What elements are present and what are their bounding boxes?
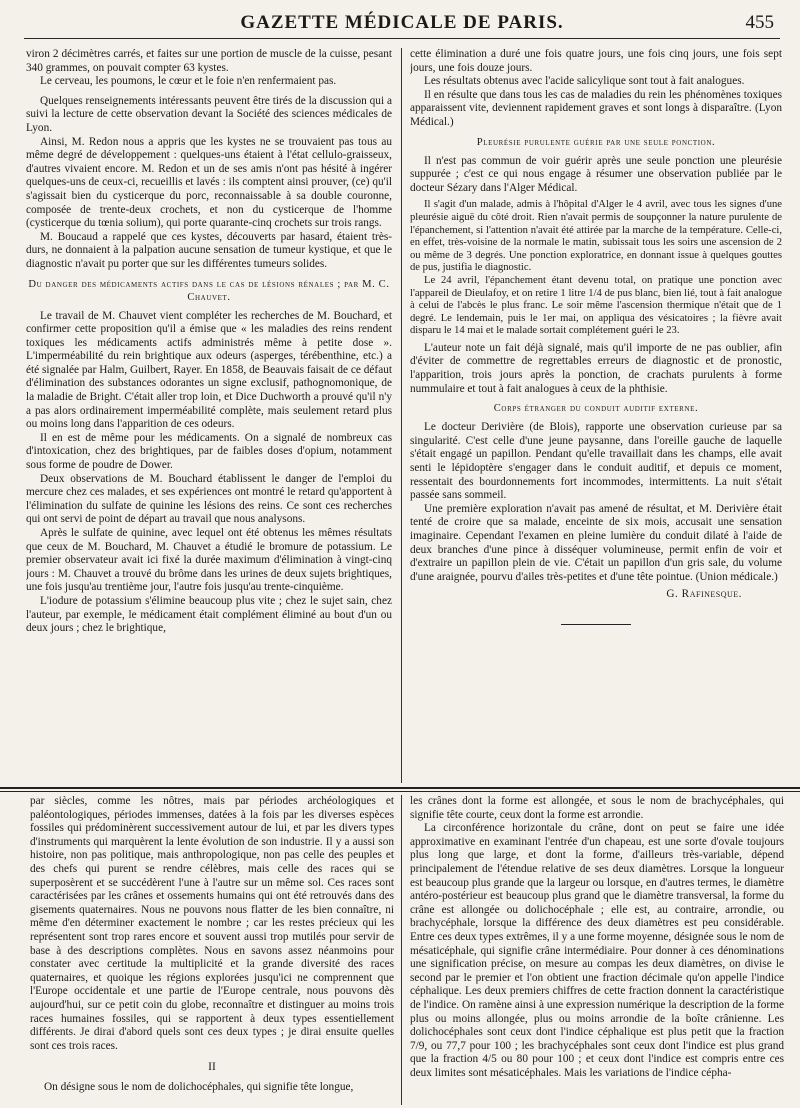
column-bottom-right xyxy=(410,795,784,1107)
paragraph: L'auteur note un fait déjà signalé, mais qu'il importe de ne pas oublier, afin d'éviter de commettre de regrettables erreurs de diagnostic et de pronostic, l'apparition, trois jours après la ponction, de crachats purulents à forme nummulaire et tout à fait analogues à ceux de la phthisie. xyxy=(410,341,782,395)
article-heading: Corps étranger du conduit auditif externe. xyxy=(493,403,699,415)
feuilleton-rule-thin xyxy=(0,791,800,792)
page-number: 455 xyxy=(745,12,774,33)
paragraph: Il en résulte que dans tous les cas de maladies du rein les phénomènes toxiques apparaissent vite, deviennent rapidement graves et sont longs à disparaître. (Lyon Médical.) xyxy=(410,88,782,128)
paragraph: Le cerveau, les poumons, le cœur et le foie n'en renfermaient pas. xyxy=(40,75,337,88)
paragraph: Une première exploration n'avait pas amené de résultat, et M. Derivière était tenté de croire que sa malade, enceinte de six mois, accusait une sensation imaginaire. Cependant l'examen en pleine lumière du conduit dilaté à l'aide de deux branches d'une pince à disséquer volumineuse, permit enfin de voir et d'extraire un papillon plein de vie. C'était un papillon d'un gris sale, du volume d'une araignée, pourvu d'ailes très-petites et d'une tête pointue. (Union médicale.) xyxy=(410,502,782,583)
paragraph: Deux observations de M. Bouchard établissent le danger de l'emploi du mercure chez ces malades, et ses expériences ont montré le retard qu'apportent à l'élimination du sulfate de quinine les lésions des reins. Ce sont ces recherches qui ont servi de point de départ au travail que nous analysons. xyxy=(26,472,392,526)
paragraph: par siècles, comme les nôtres, mais par périodes archéologiques et paléontologiques, périodes immenses, datées à la fois par les diverses espèces fossiles qui prédominèrent successivement autour de lui, et par les divers types d'instruments qui marquèrent la lente évolution de son industrie. Il y a aussi son histoire, non pas politique, mais anthropologique, non pas celle des peuples et des chefs qui purent se rendre célèbres, mais celle des races qui se superposèrent et se succédèrent l'une à l'autre sur un même sol. Ces races sont caractérisées par les crânes et ossements humains qui ont été retrouvés dans des gisements quaternaires. Nous ne pouvons nous flatter de les bien connaître, ni même d'en déterminer exactement le nombre ; car les restes précieux qui les représentent sont trop rares encore et souvent aussi trop mutilés pour servir de base à des descriptions complètes. Nous en savons assez néanmoins pour constater avec certitude la multiplicité et la grande diversité des races quaternaires, et quoique les régions explorées jusqu'ici ne comprennent que l'Europe occidentale et une partie de l'Europe centrale, nous pouvons dès aujourd'hui, sur ce petit coin du globe, reconnaître et distinguer au moins trois races humaines fossiles, qui se rapportent à deux types essentiellement différents. Je dirai d'abord quels sont ces deux types ; je dirai ensuite quelles sont ces trois races. xyxy=(30,795,394,1052)
paragraph: Les résultats obtenus avec l'acide salicylique sont tout à fait analogues. xyxy=(424,75,745,88)
article-heading: Pleurésie purulente guérie par une seule ponction. xyxy=(476,136,716,148)
paragraph: cette élimination a duré une fois quatre jours, une fois cinq jours, une fois sept jours, une fois douze jours. xyxy=(410,48,782,74)
paragraph: viron 2 décimètres carrés, et faites sur une portion de muscle de la cuisse, pesant 340 grammes, on pouvait compter 63 kystes. xyxy=(26,48,392,74)
paragraph: les crânes dont la forme est allongée, et sous le nom de brachycéphales, qui signifie tête courte, ceux dont la forme est arrondie. xyxy=(410,795,784,821)
paragraph: Il n'est pas commun de voir guérir après une seule ponction une pleurésie suppurée ; c'est ce qui nous engage à résumer une observation publiée par le docteur Sézary dans l'Alger Médical. xyxy=(410,154,782,194)
running-title: GAZETTE MÉDICALE DE PARIS. xyxy=(240,12,564,33)
column-bottom-left xyxy=(30,795,394,1107)
paragraph: Le 24 avril, l'épanchement étant devenu total, on pratique une ponction avec l'appareil de Dieulafoy, et on retire 1 litre 1/4 de pus blanc, bien lié, tout à fait analogue à celui de l'abcès le plus franc. Le soir même l'ascension thermique n'était que de 1 degré. Le lendemain, puis le 1er mai, on appliqua des vésicatoires ; la fièvre avait disparu le 14 mai et le malade sortait complétement guéri le 23. xyxy=(410,274,782,337)
paragraph: Le docteur Derivière (de Blois), rapporte une observation curieuse par sa singularité. C'est celle d'une jeune paysanne, dans l'oreille gauche de laquelle s'était engagé un papillon. Pendant qu'elle travaillait dans les champs, elle avait senti le lépidoptère s'engager dans le conduit auditif, et depuis ce moment, ressentait des bourdonnements fort incommodes, intermittents. La nuit s'était passée sans sommeil. xyxy=(410,421,782,502)
page-header xyxy=(24,10,780,39)
paragraph: On désigne sous le nom de dolichocéphales, qui signifie tête longue, xyxy=(44,1080,354,1093)
paragraph: Après le sulfate de quinine, avec lequel ont été obtenus les mêmes résultats que ceux de M. Bouchard, M. Chauvet a étudié le bromure de potassium. Le premier observateur avait ici fixé la durée maximum d'élimination à vingt-cinq jours : M. Chauvet a trouvé du brôme dans les urines de deux sujets brightiques, une fois jusqu'au trentième jour, l'autre fois jusqu'au trente-cinquième. xyxy=(26,527,392,594)
section-number: II xyxy=(208,1061,216,1074)
paragraph: Il en est de même pour les médicaments. On a signalé de nombreux cas d'intoxication, chez des brightiques, par de faibles doses d'opium, notamment sous forme de poudre de Dower. xyxy=(26,431,392,472)
column-top-right xyxy=(410,48,782,783)
paragraph: La circonférence horizontale du crâne, dont on peut se faire une idée approximative en examinant l'entrée d'un chapeau, est une sorte d'ovale toujours plus long que large, et dont la forme, d'ailleurs très-variable, dépend principalement de l'étendue relative de ses deux diamètres. Lorsque la longueur est beaucoup plus grande que la largeur ou lorsque, en d'autres termes, le diamètre antéro-postérieur est beaucoup plus grand que le diamètre transversal, la forme du crâne est allongée ou dolichocéphale ; elle est, au contraire, arrondie, ou brachycéphale, lorsque la différence des deux diamètres est peu considérable. Entre ces deux types extrêmes, il y a une forme moyenne, désignée sous le nom de mésaticéphale, qui signifie crâne intermédiaire. Pour donner à ces dénominations une signification précise, on mesure au compas les deux diamètres, on divise le second par le premier et l'on obtient une fraction décimale qu'on appelle l'indice céphalique. Les deux premiers chiffres de cette fraction donnent la caractéristique de l'indice. On ramène ainsi à une expression numérique la description de la forme plus ou moins allongée, plus ou moins arrondie de la boîte crânienne. Les dolichocéphales sont ceux dont l'indice céphalique est plus petit que la fraction 7/9, ou 77,7 pour 100 ; les brachycéphales sont ceux dont l'indice est plus grand que la fraction 4/5 ou 80 pour 100 ; et ceux dont l'indice est compris entre ces deux limites sont mésaticéphales. Mais les variations de l'indice cépha- xyxy=(410,822,784,1079)
paragraph: L'iodure de potassium s'élimine beaucoup plus vite ; chez le sujet sain, chez l'auteur, par exemple, le médicament était complément éliminé au bout d'un ou deux jours ; chez le brightique, xyxy=(26,594,392,635)
author-signature: G. Rafinesque. xyxy=(666,588,742,601)
paragraph: Quelques renseignements intéressants peuvent être tirés de la discussion qui a suivi la lecture de cette observation devant la Société des sciences médicales de Lyon. xyxy=(26,94,392,134)
column-divider-top xyxy=(401,48,402,783)
paragraph: Il s'agit d'un malade, admis à l'hôpital d'Alger le 4 avril, avec tous les signes d'une pleurésie aiguë du côté droit. Rien n'avait permis de soupçonner la nature purulente de l'épanchement, si l'attention n'avait été attirée par la marche de la température. Celle-ci, en effet, très-voisine de la normale le matin, subissait tous les soirs une ascension de 2 ou même de 3 degrés. Une ponction exploratrice, en donnant issue à quelques gouttes de pus, justifia le diagnostic. xyxy=(410,199,782,274)
paragraph: Le travail de M. Chauvet vient compléter les recherches de M. Bouchard, et confirmer cette proposition qu'il a émise que « les maladies des reins rendent toxiques les médicaments actifs administrés même à petite dose ». L'imperméabilité du rein brightique aux odeurs (asperges, térébenthine, etc.) a été signalée par Halm, Guilbert, Rayer. En 1858, de Beauvais faisait de ce défaut d'élimination des substances odorantes un signe exclusif, pathognomonique, de la maladie de Bright. C'était aller trop loin, et Dice Duchworth a prouvé qu'il n'y a pas alors ordinairement imperméabilité complète, mais seulement retard plus ou moins long dans l'apparition de ces odeurs. xyxy=(26,309,392,431)
column-top-left xyxy=(26,48,392,783)
paragraph: Ainsi, M. Redon nous a appris que les kystes ne se trouvaient pas tous au même degré de développement : quelques-uns étaient à l'état cellulo-graisseux, d'autres vivaient encore. M. Redon et un de ses amis n'ont pas hésité à ingérer quelques-uns de ceux-ci, recueillis et lavés : ils comptent ainsi prouver, (ce) qu'il s'agissait bien du cysticerque du porc, reconnaissable à sa double couronne, composée de trente-deux crochets, et non du cysticerque de l'homme (cysticerque du tœnia solium), qui porte quarante-cinq crochets sur trois rangs. xyxy=(26,135,392,230)
feuilleton-rule xyxy=(0,787,800,789)
end-rule xyxy=(561,624,631,625)
article-heading: Du danger des médicaments actifs dans le cas de lésions rénales ; par M. C. Chauvet. xyxy=(28,278,390,303)
paragraph: M. Boucaud a rappelé que ces kystes, découverts par hasard, étaient très-durs, ne donnaient à la palpation aucune sensation de tumeur kystique, et que le diagnostic n'avait pu porter que sur les différentes tumeurs solides. xyxy=(26,230,392,270)
column-divider-bottom xyxy=(401,795,402,1105)
